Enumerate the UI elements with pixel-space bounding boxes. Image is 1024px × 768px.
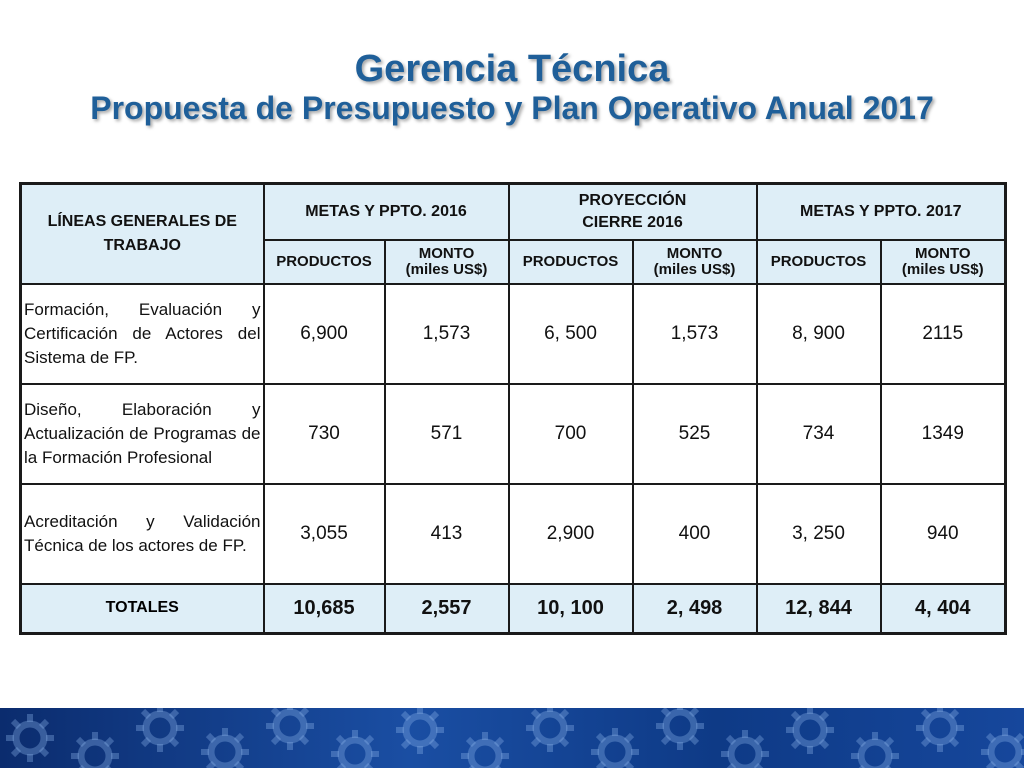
header-products: PRODUCTOS <box>509 240 633 284</box>
header-products: PRODUCTOS <box>757 240 881 284</box>
cell-value: 1,573 <box>385 284 509 384</box>
budget-table <box>19 182 1007 635</box>
totals-row <box>21 584 1006 634</box>
row-line-name: Acreditación y Validación Técnica de los actores de FP. <box>21 484 264 584</box>
cell-value: 6, 500 <box>509 284 633 384</box>
cell-value: 2115 <box>881 284 1006 384</box>
footer-gear-band <box>0 708 1024 768</box>
slide-subtitle: Propuesta de Presupuesto y Plan Operativo Anual 2017 <box>90 90 934 126</box>
table-row <box>21 384 1006 484</box>
table-row <box>21 284 1006 384</box>
header-group-projection: PROYECCIÓN CIERRE 2016 <box>509 184 757 240</box>
row-line-name: Formación, Evaluación y Certificación de Actores del Sistema de FP. <box>21 284 264 384</box>
row-line-name: Diseño, Elaboración y Actualización de Programas de la Formación Profesional <box>21 384 264 484</box>
header-amount-line2: (miles US$) <box>653 260 736 278</box>
cell-value: 700 <box>509 384 633 484</box>
cell-value: 571 <box>385 384 509 484</box>
table-row <box>21 484 1006 584</box>
header-amount-line2: (miles US$) <box>405 260 488 278</box>
cell-value: 525 <box>633 384 757 484</box>
header-amount <box>881 240 1006 284</box>
header-lines: LÍNEAS GENERALES DE TRABAJO <box>21 184 264 284</box>
totals-label: TOTALES <box>21 584 264 634</box>
cell-value: 730 <box>264 384 385 484</box>
total-value: 2,557 <box>385 584 509 634</box>
cell-value: 3, 250 <box>757 484 881 584</box>
header-group-2016: METAS Y PPTO. 2016 <box>264 184 509 240</box>
cell-value: 940 <box>881 484 1006 584</box>
total-value: 10, 100 <box>509 584 633 634</box>
cell-value: 2,900 <box>509 484 633 584</box>
header-amount-line1: MONTO <box>914 244 971 262</box>
cell-value: 1349 <box>881 384 1006 484</box>
header-amount-line1: MONTO <box>418 244 475 262</box>
total-value: 12, 844 <box>757 584 881 634</box>
cell-value: 8, 900 <box>757 284 881 384</box>
header-amount-line1: MONTO <box>666 244 723 262</box>
total-value: 10,685 <box>264 584 385 634</box>
header-products: PRODUCTOS <box>264 240 385 284</box>
cell-value: 6,900 <box>264 284 385 384</box>
total-value: 2, 498 <box>633 584 757 634</box>
header-group-2017: METAS Y PPTO. 2017 <box>757 184 1006 240</box>
cell-value: 1,573 <box>633 284 757 384</box>
cell-value: 734 <box>757 384 881 484</box>
total-value: 4, 404 <box>881 584 1006 634</box>
header-amount <box>633 240 757 284</box>
cell-value: 3,055 <box>264 484 385 584</box>
cell-value: 413 <box>385 484 509 584</box>
slide-title: Gerencia Técnica <box>354 48 670 90</box>
header-amount <box>385 240 509 284</box>
gear-pattern-icon <box>0 708 1024 768</box>
cell-value: 400 <box>633 484 757 584</box>
header-amount-line2: (miles US$) <box>901 260 984 278</box>
